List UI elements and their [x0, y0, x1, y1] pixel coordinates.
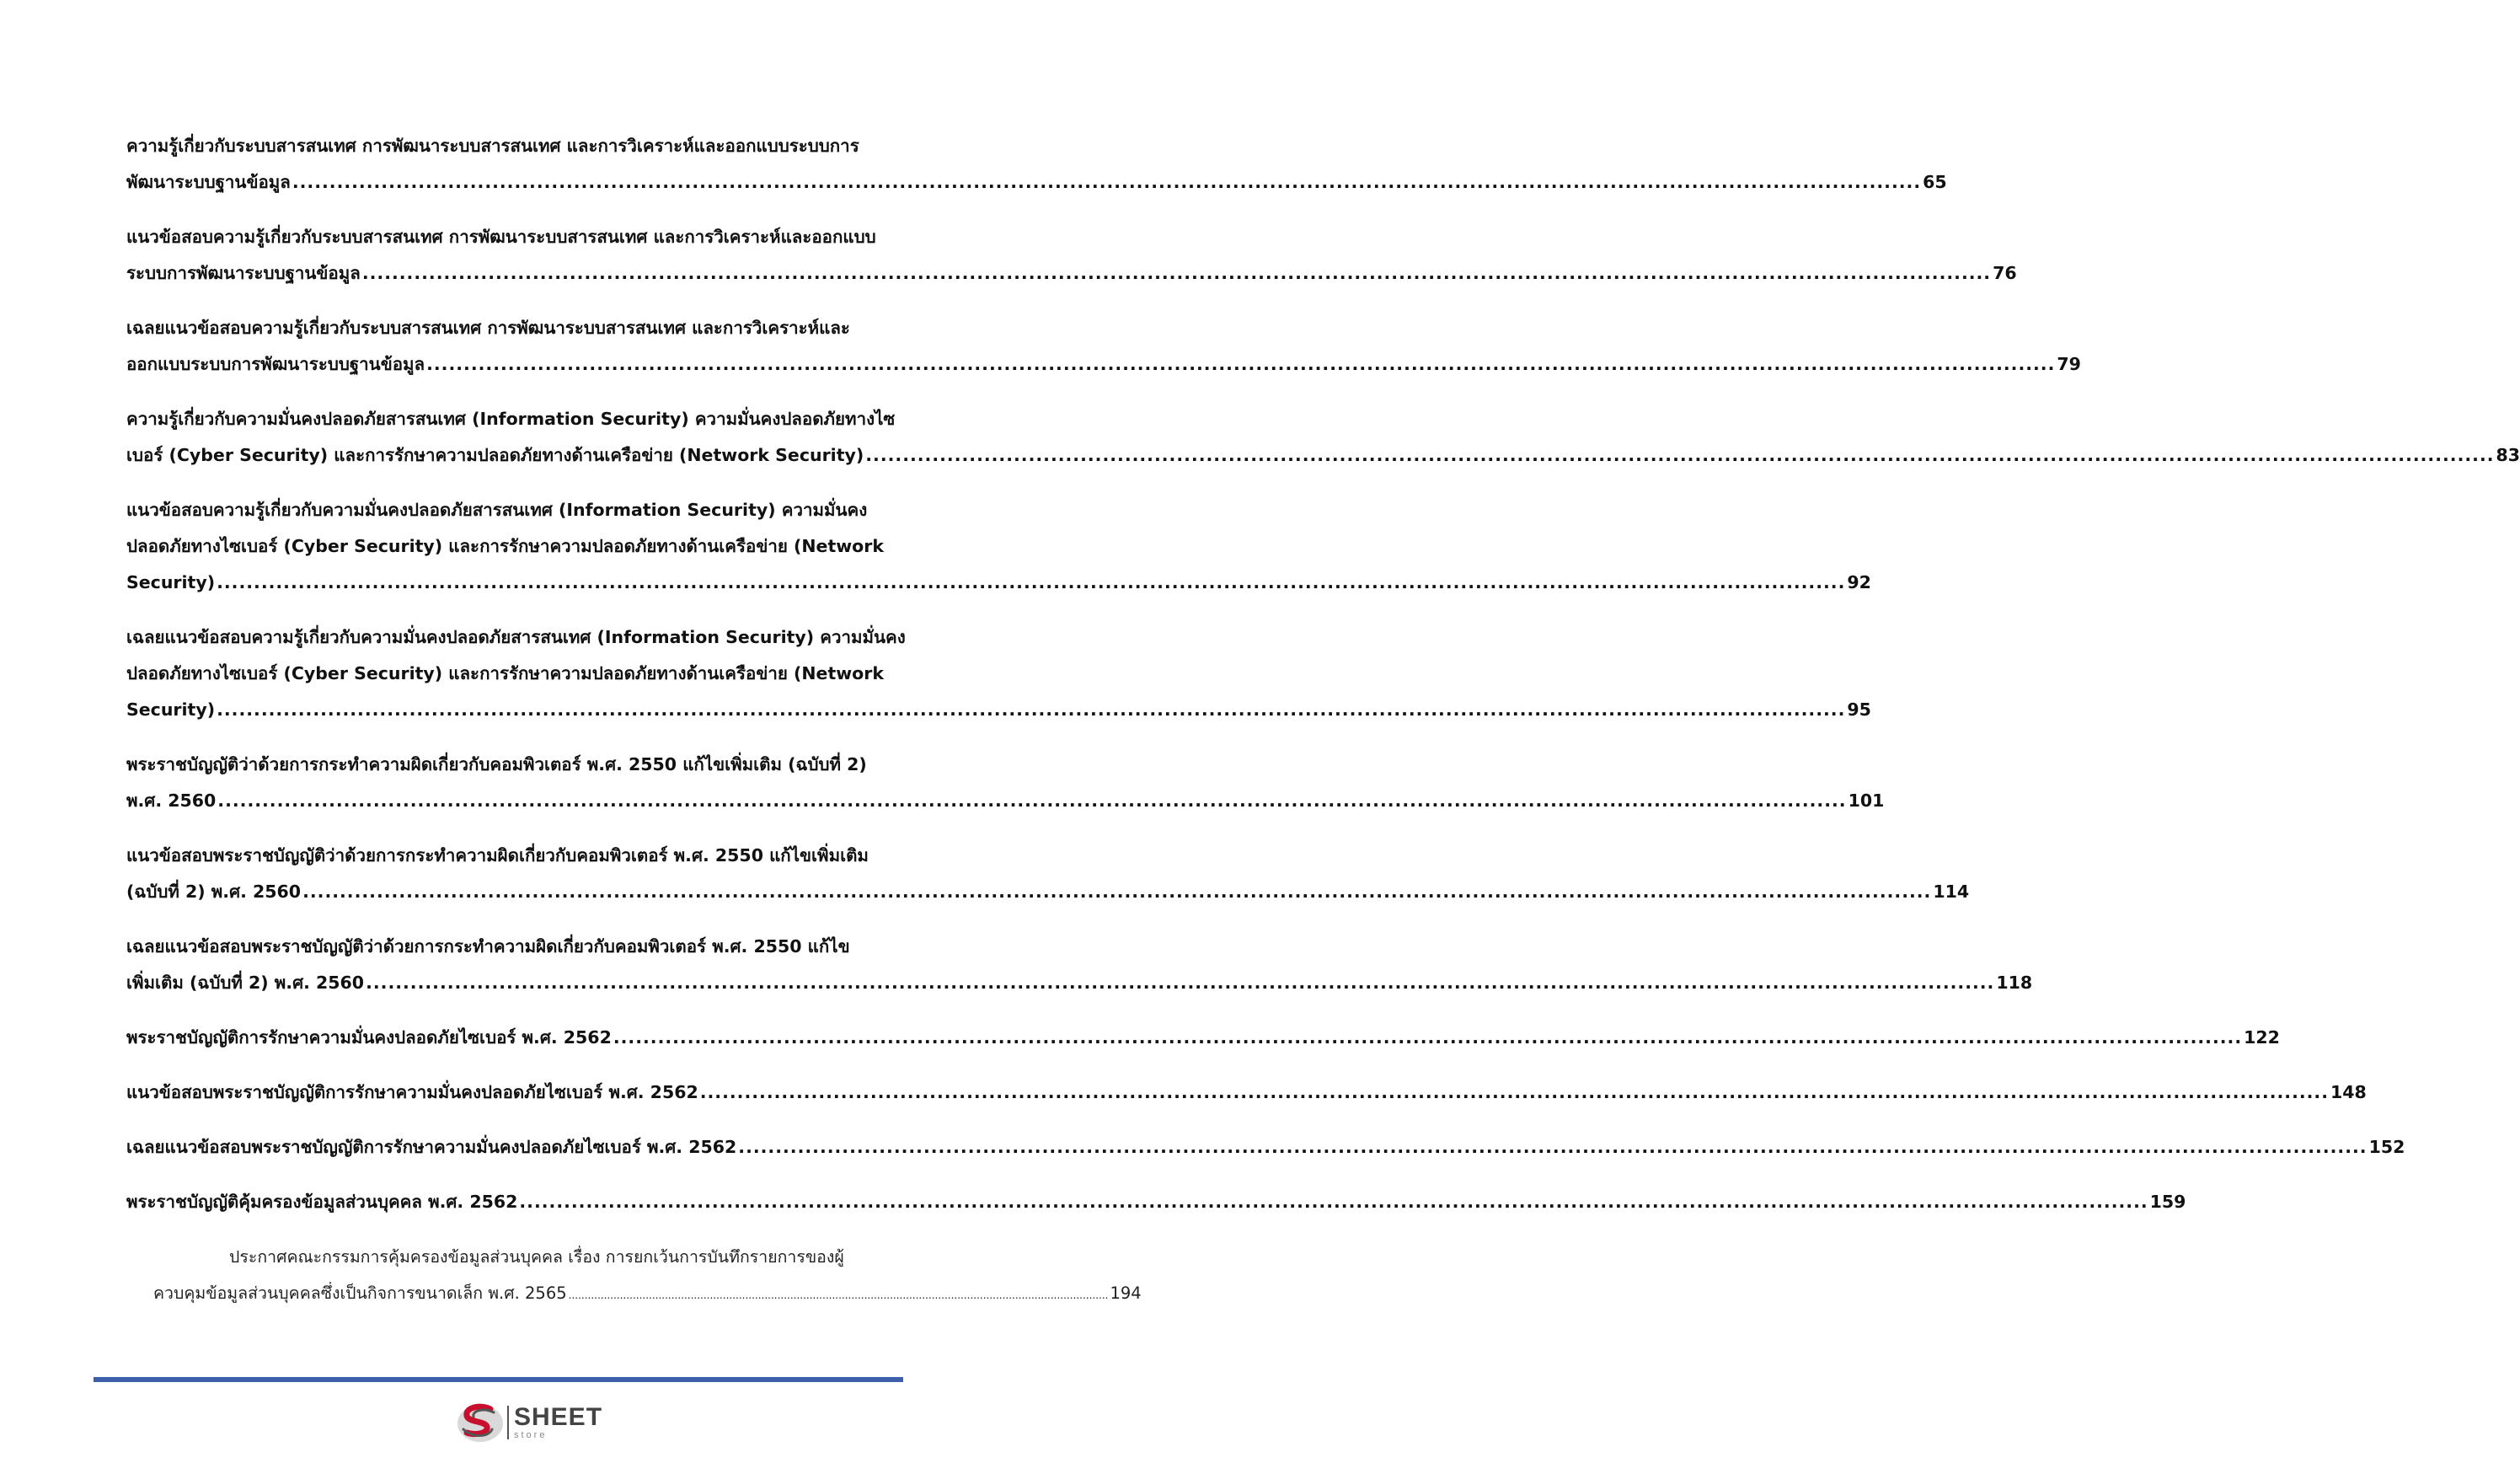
toc-entry-text: ออกแบบระบบการพัฒนาระบบฐานข้อมูล [126, 354, 425, 374]
toc-entry-page: 114 [1933, 882, 1970, 902]
toc-entry-text: เบอร์ (Cyber Security) และการรักษาความปลอดภัยทางด้านเครือข่าย (Network Security) [126, 445, 864, 465]
leader-dots: ............................................................................................................................................................................................................................ [302, 882, 1932, 902]
toc-entry[interactable] [126, 929, 2033, 1001]
toc-entry-page: 83 [2496, 445, 2520, 465]
toc-entry-page: 95 [1847, 699, 1871, 720]
toc-entry[interactable] [126, 1074, 2367, 1111]
toc-entry-line: พระราชบัญญัติว่าด้วยการกระทำความผิดเกี่ยวกับคอมพิวเตอร์ พ.ศ. 2550 แก้ไขเพิ่มเติม (ฉบับที่ 2) [126, 754, 867, 774]
toc-entry-page: 79 [2057, 354, 2081, 374]
leader-dots: ............................................................................................................................................................................................................................ [699, 1082, 2330, 1102]
toc-entry-line: ปลอดภัยทางไซเบอร์ (Cyber Security) และการรักษาความปลอดภัยทางด้านเครือข่าย (Network [126, 663, 885, 683]
toc-entry-last-line [126, 1020, 2280, 1056]
toc-entry[interactable] [126, 1129, 2405, 1166]
toc-sub-entry-line-1: ประกาศคณะกรรมการคุ้มครองข้อมูลส่วนบุคคล เรื่อง การยกเว้นการบันทึกรายการของผู้ [229, 1247, 844, 1267]
toc-entry-page: 65 [1923, 172, 1947, 192]
toc-entry-page: 152 [2368, 1137, 2405, 1157]
toc-entry-text: (ฉบับที่ 2) พ.ศ. 2560 [126, 882, 302, 902]
toc-entry-page: 118 [1996, 973, 2033, 993]
toc-entry-page: 76 [1993, 263, 2017, 283]
toc-entry[interactable] [126, 619, 1871, 728]
toc-entry-page: 122 [2244, 1027, 2280, 1048]
leader-dots: ............................................................................................................................................................................................................................ [217, 572, 1846, 592]
leader-dots: ............................................................................................................................................................................................................................ [613, 1027, 2243, 1048]
toc-entry-line: ความรู้เกี่ยวกับระบบสารสนเทศ การพัฒนาระบบสารสนเทศ และการวิเคราะห์และออกแบบระบบการ [126, 136, 859, 156]
toc-entry-line: เฉลยแนวข้อสอบความรู้เกี่ยวกับระบบสารสนเทศ การพัฒนาระบบสารสนเทศ และการวิเคราะห์และ [126, 318, 850, 338]
toc-entry-page: 101 [1848, 790, 1885, 811]
sheet-store-s-icon [455, 1401, 504, 1444]
leader-dots: ............................................................................................................................................................................................................................ [519, 1192, 2148, 1212]
toc-entry-text: เฉลยแนวข้อสอบพระราชบัญญัติการรักษาความมั่นคงปลอดภัยไซเบอร์ พ.ศ. 2562 [126, 1137, 737, 1157]
toc-entry-line: เฉลยแนวข้อสอบความรู้เกี่ยวกับความมั่นคงปลอดภัยสารสนเทศ (Information Security) ความมั่นคง [126, 627, 906, 647]
toc-entry-last-line [126, 692, 1871, 728]
toc-entry-last-line [126, 565, 1871, 601]
toc-entry-text: พ.ศ. 2560 [126, 790, 217, 811]
toc-entry-page: 159 [2149, 1192, 2186, 1212]
toc-entry-page: 92 [1847, 572, 1871, 592]
toc-sub-entry-page: 194 [1110, 1283, 1142, 1303]
toc-entry[interactable] [126, 128, 1947, 201]
toc-sub-entry-line-2 [126, 1275, 1142, 1311]
toc-entry-page: 148 [2330, 1082, 2367, 1102]
leader-dots: ............................................................................................................................................................................................................................ [217, 790, 1847, 811]
toc-entry[interactable] [126, 401, 2520, 474]
toc-entry-line: แนวข้อสอบพระราชบัญญัติว่าด้วยการกระทำความผิดเกี่ยวกับคอมพิวเตอร์ พ.ศ. 2550 แก้ไขเพิ่มเติม [126, 845, 869, 865]
toc-entry-text: Security) [126, 572, 216, 592]
table-of-contents [126, 128, 2520, 1330]
toc-entry-last-line [126, 437, 2520, 474]
leader-dots: ............................................................................................................................................................................................................................ [217, 699, 1846, 720]
toc-entry[interactable] [126, 1020, 2280, 1056]
toc-entry-line: ปลอดภัยทางไซเบอร์ (Cyber Security) และการรักษาความปลอดภัยทางด้านเครือข่าย (Network [126, 536, 885, 556]
toc-entry-last-line [126, 1074, 2367, 1111]
toc-entry-line: เฉลยแนวข้อสอบพระราชบัญญัติว่าด้วยการกระทำความผิดเกี่ยวกับคอมพิวเตอร์ พ.ศ. 2550 แก้ไข [126, 936, 850, 957]
logo-sub: store [514, 1430, 548, 1440]
toc-entry-last-line [126, 874, 1970, 910]
logo-separator [507, 1406, 509, 1439]
toc-entry-text: Security) [126, 699, 216, 720]
toc-entry-text: แนวข้อสอบพระราชบัญญัติการรักษาความมั่นคงปลอดภัยไซเบอร์ พ.ศ. 2562 [126, 1082, 698, 1102]
toc-entry-last-line [126, 346, 2081, 383]
logo-text [514, 1405, 602, 1440]
footer-bar [94, 1377, 903, 1382]
toc-entry-text: พัฒนาระบบฐานข้อมูล [126, 172, 291, 192]
toc-sub-entry[interactable] [126, 1239, 1142, 1311]
leader-dots: ............................................................................................................................................................................................................................ [292, 172, 1922, 192]
leader-dots: ............................................................................................................................................................................................................................ [426, 354, 2056, 374]
toc-entry-text: เพิ่มเติม (ฉบับที่ 2) พ.ศ. 2560 [126, 973, 365, 993]
toc-entry-line: แนวข้อสอบความรู้เกี่ยวกับความมั่นคงปลอดภัยสารสนเทศ (Information Security) ความมั่นคง [126, 500, 868, 520]
logo-name: SHEET [514, 1403, 603, 1431]
toc-entry-last-line [126, 965, 2033, 1001]
toc-entry-last-line [126, 1129, 2405, 1166]
toc-entry[interactable] [126, 1184, 2186, 1220]
leader-dots: ............................................................................................................................................................................................................................ [361, 263, 1992, 283]
toc-entry[interactable] [126, 492, 1871, 601]
toc-entry[interactable] [126, 838, 1970, 910]
toc-entry[interactable] [126, 219, 2017, 292]
sheet-store-logo [455, 1401, 602, 1444]
toc-entry[interactable] [126, 747, 1885, 819]
toc-sub-entry-text: ควบคุมข้อมูลส่วนบุคคลซึ่งเป็นกิจการขนาดเล็ก พ.ศ. 2565 [153, 1283, 567, 1303]
toc-entry-text: พระราชบัญญัติการรักษาความมั่นคงปลอดภัยไซเบอร์ พ.ศ. 2562 [126, 1027, 612, 1048]
toc-entry-last-line [126, 164, 1947, 201]
leader-dots: ............................................................................................................................................................................................................................ [366, 973, 1995, 993]
toc-entry-line: ความรู้เกี่ยวกับความมั่นคงปลอดภัยสารสนเทศ (Information Security) ความมั่นคงปลอดภัยทางไซ [126, 409, 896, 429]
toc-entry-last-line [126, 783, 1885, 819]
toc-entry-last-line [126, 255, 2017, 292]
toc-entry-text: ระบบการพัฒนาระบบฐานข้อมูล [126, 263, 361, 283]
leader-dots: ............................................................................................................................................................................................................................ [738, 1137, 2368, 1157]
toc-entry[interactable] [126, 310, 2081, 383]
toc-entry-line: แนวข้อสอบความรู้เกี่ยวกับระบบสารสนเทศ การพัฒนาระบบสารสนเทศ และการวิเคราะห์และออกแบบ [126, 227, 876, 247]
leader-dots: ............................................................................................................................................................................................................................ [865, 445, 2495, 465]
toc-entry-text: พระราชบัญญัติคุ้มครองข้อมูลส่วนบุคคล พ.ศ. 2562 [126, 1192, 518, 1212]
toc-entry-last-line [126, 1184, 2186, 1220]
leader-dots: ........................................................................................................................................................................ [568, 1289, 1109, 1301]
